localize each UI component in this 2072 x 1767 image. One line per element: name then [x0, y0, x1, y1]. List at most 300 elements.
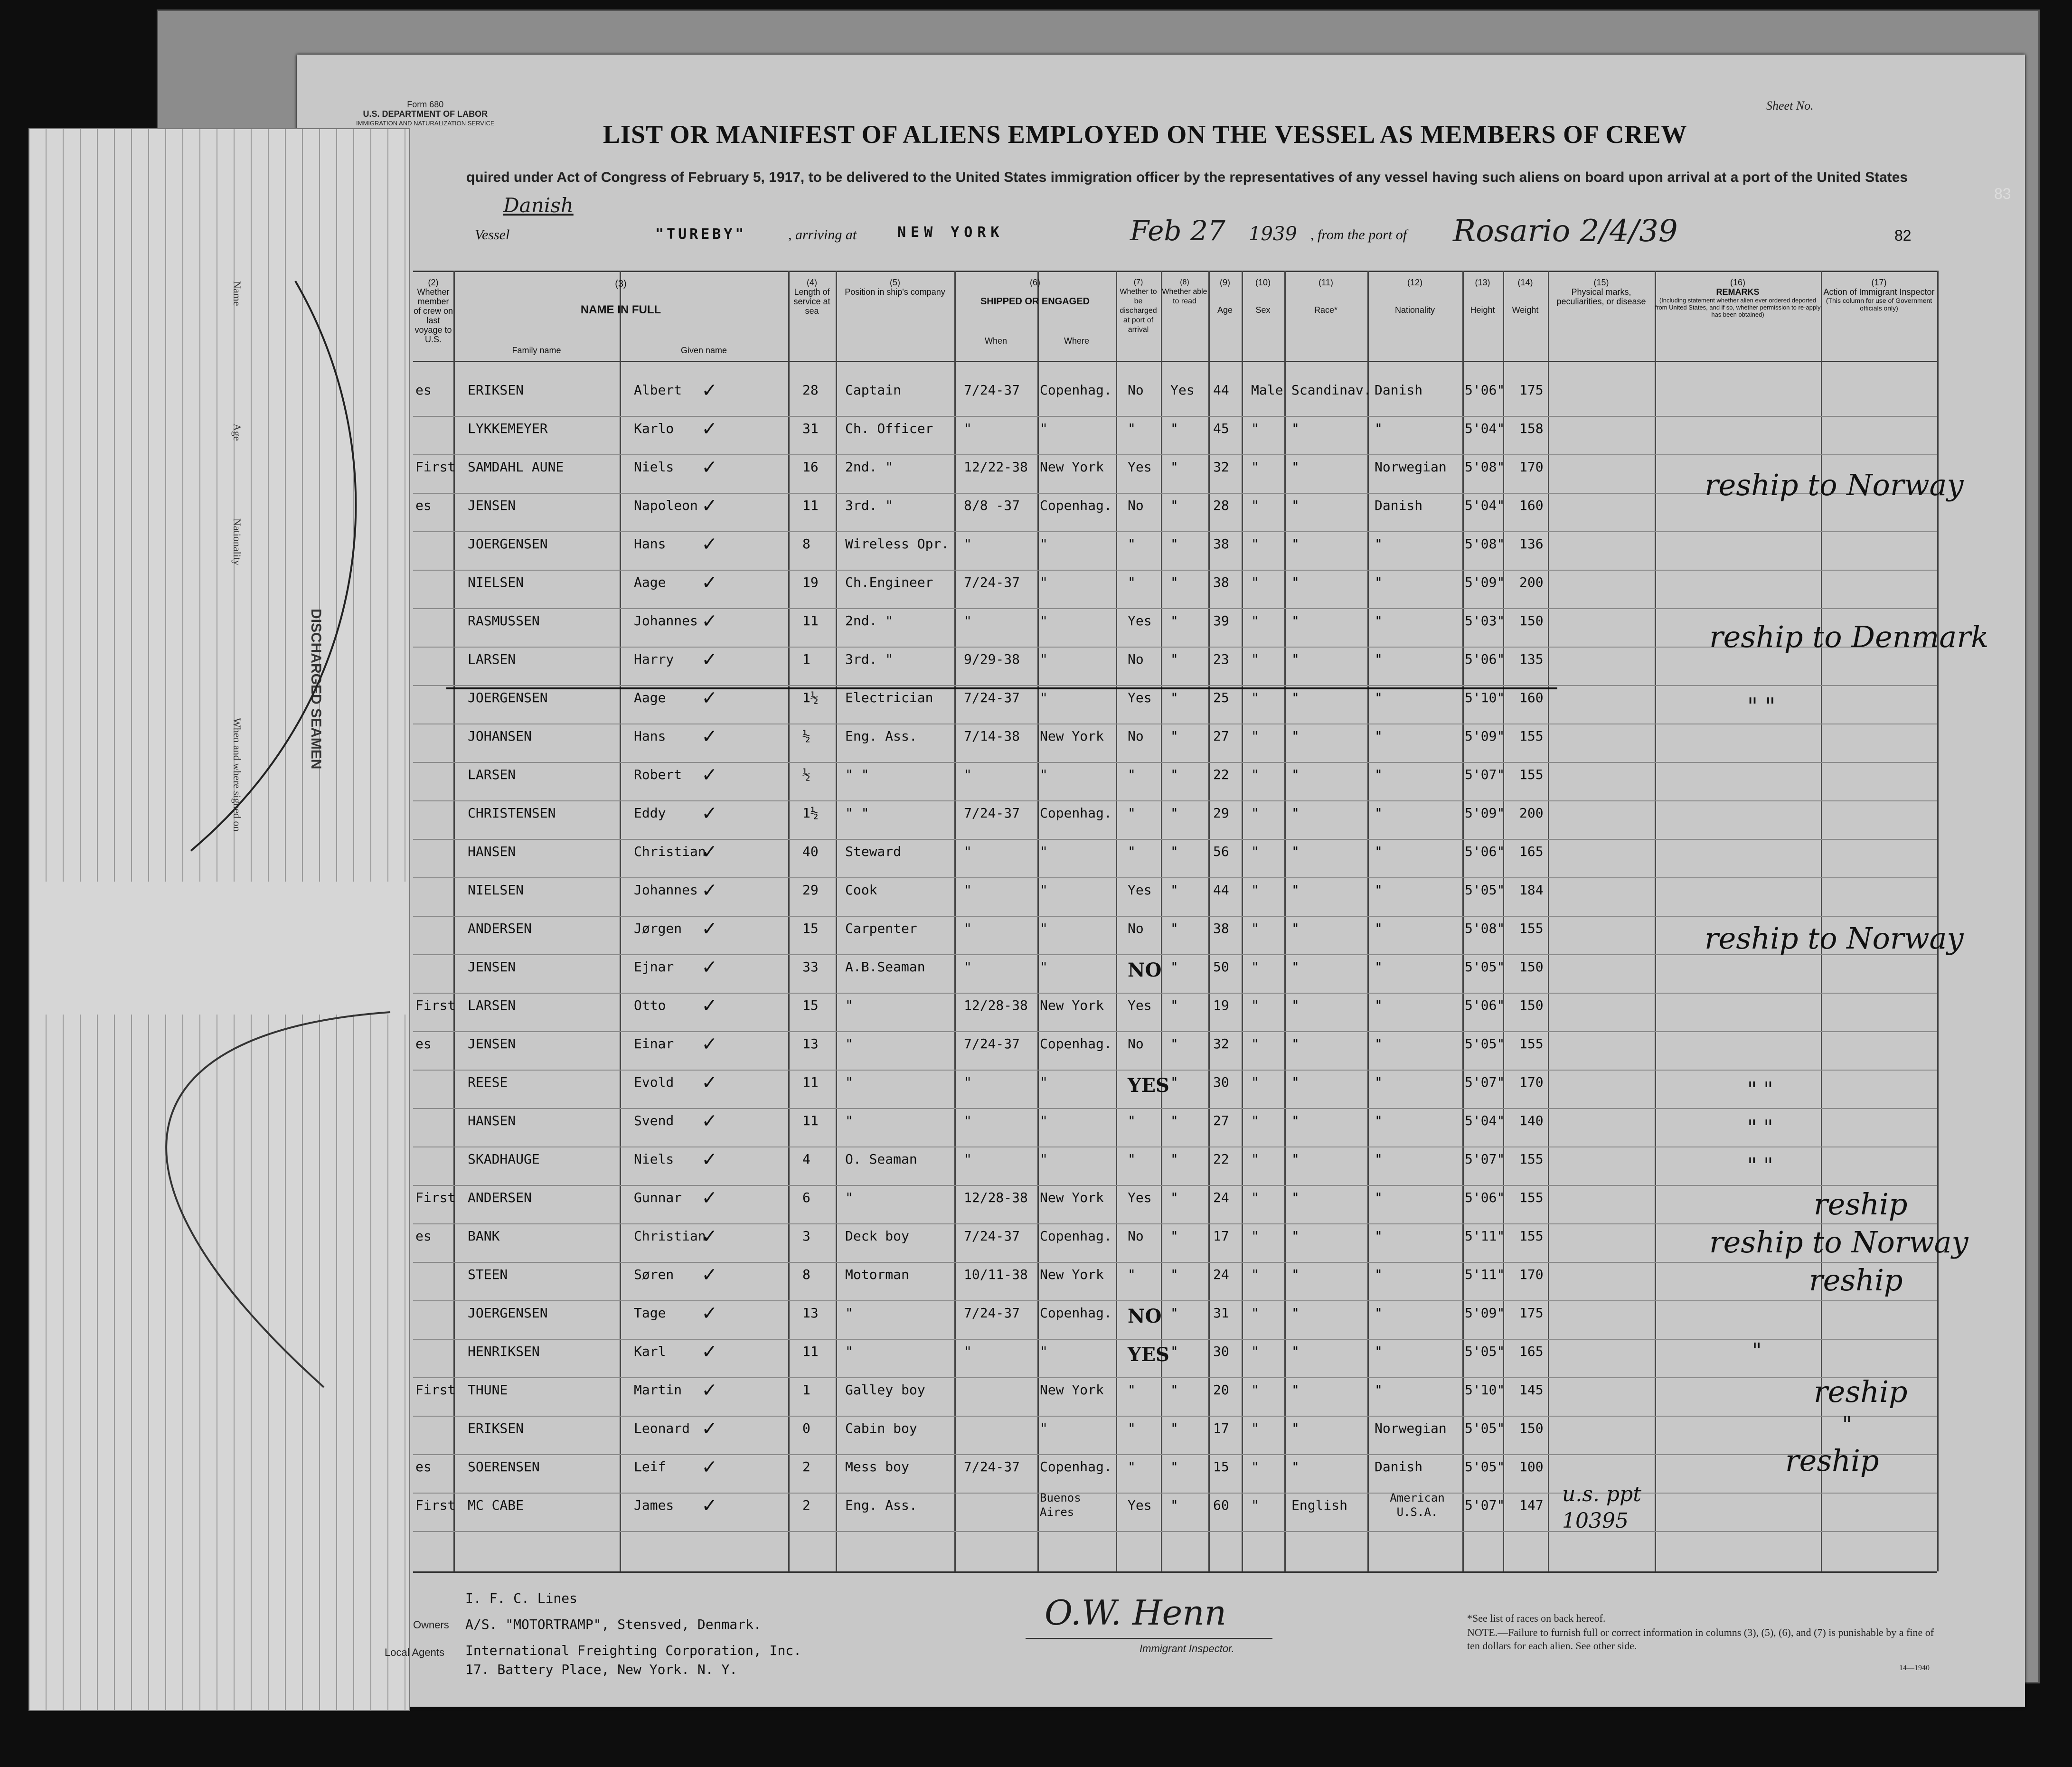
cell-race: " [1291, 997, 1300, 1013]
cell-race: " [1291, 421, 1300, 436]
cell-service: 2 [802, 1497, 810, 1513]
cell-nationality: " [1375, 536, 1383, 552]
cell-age: 44 [1213, 882, 1229, 898]
cell-weight: 155 [1519, 1151, 1544, 1167]
cell-given: Robert [634, 767, 682, 782]
cell-sex: " [1251, 1305, 1259, 1321]
cell-sex: " [1251, 1074, 1259, 1090]
cell-service: ½ [802, 767, 810, 782]
cell-service: 13 [802, 1305, 819, 1321]
row-rule [413, 570, 1937, 571]
cell-position: Cook [845, 882, 877, 898]
cell-where: New York [1040, 728, 1104, 744]
cell-height: 5'06" [1465, 1190, 1505, 1205]
row-rule [413, 916, 1937, 917]
margin-number-top: 83 [1994, 185, 2011, 202]
remark-row-20: " " [1747, 1116, 1773, 1140]
cell-where: Copenhag. [1040, 805, 1112, 821]
cell-weight: 150 [1519, 1420, 1544, 1436]
cell-age: 19 [1213, 997, 1229, 1013]
form-code: 14—1940 [1899, 1664, 1930, 1672]
cell-age: 31 [1213, 1305, 1229, 1321]
slip-header-name: Name [231, 281, 243, 306]
cell-position: Ch. Officer [845, 421, 933, 436]
cell-given: Tage [634, 1305, 666, 1321]
check-icon: ✓ [703, 1261, 716, 1287]
cell-where: " [1040, 536, 1048, 552]
check-icon: ✓ [703, 915, 716, 940]
cell-weight: 175 [1519, 382, 1544, 398]
line-name: I. F. C. Lines [465, 1590, 578, 1606]
cell-nationality: " [1375, 690, 1383, 705]
cell-nationality: " [1375, 1190, 1383, 1205]
cell-age: 38 [1213, 574, 1229, 590]
col3-family-header: Family name [512, 346, 561, 355]
cell-where: " [1040, 421, 1048, 436]
cell-family: HENRIKSEN [468, 1344, 540, 1359]
cell-race: " [1291, 1267, 1300, 1282]
cell-age: 22 [1213, 1151, 1229, 1167]
cell-race: " [1291, 844, 1300, 859]
cell-weight: 200 [1519, 805, 1544, 821]
cell-position: " " [845, 767, 869, 782]
col15-title: Physical marks, peculiarities, or disease [1556, 287, 1646, 306]
cell-family: LARSEN [468, 997, 516, 1013]
agents-address: 17. Battery Place, New York. N. Y. [465, 1662, 738, 1677]
cell-nationality: " [1375, 728, 1383, 744]
cell-given: Hans [634, 536, 666, 552]
cell-given: Eddy [634, 805, 666, 821]
cell-age: 24 [1213, 1267, 1229, 1282]
cell-race: " [1291, 651, 1300, 667]
check-icon: ✓ [703, 1107, 716, 1133]
cell-service: 19 [802, 574, 819, 590]
cell-position: 2nd. " [845, 613, 894, 629]
cell-disch: Yes [1128, 613, 1152, 629]
cell-where: Copenhag. [1040, 1305, 1112, 1321]
cell-nationality: " [1375, 882, 1383, 898]
passport-note: u.s. ppt 10395 [1562, 1482, 1641, 1533]
cell-read: " [1170, 1497, 1178, 1513]
check-icon: ✓ [703, 1415, 716, 1440]
cell-family: JENSEN [468, 959, 516, 975]
col11-title: Race* [1314, 305, 1338, 315]
cell-weight: 155 [1519, 1228, 1544, 1244]
row-rule [413, 1070, 1937, 1071]
cell-where: Copenhag. [1040, 498, 1112, 513]
penalty-note: NOTE.—Failure to furnish full or correct information in columns (3), (5), (6), and (7) is punishable by a fine of ten dollars for each alien. See other side. [1467, 1626, 1934, 1652]
row-rule [413, 647, 1937, 648]
cell-sex: " [1251, 651, 1259, 667]
row-rule [413, 1300, 1937, 1301]
cell-sex: " [1251, 498, 1259, 513]
cell-nationality: " [1375, 921, 1383, 936]
cell-family: HANSEN [468, 1113, 516, 1128]
cell-prev: es [415, 1036, 432, 1052]
remark-row-15: reship to Norway [1705, 921, 1964, 956]
cell-where: " [1040, 1113, 1048, 1128]
cell-disch: " [1128, 536, 1136, 552]
cell-sex: " [1251, 574, 1259, 590]
row-rule [413, 531, 1937, 532]
cell-height: 5'07" [1465, 1074, 1505, 1090]
check-icon: ✓ [703, 646, 716, 671]
cell-service: 4 [802, 1151, 810, 1167]
cell-age: 25 [1213, 690, 1229, 705]
cell-service: 0 [802, 1420, 810, 1436]
cell-disch: No [1128, 728, 1144, 744]
col8-header [1161, 278, 1208, 306]
cell-disch: " [1128, 844, 1136, 859]
col3-given-header: Given name [680, 346, 727, 355]
check-icon: ✓ [703, 761, 716, 787]
cell-read: " [1170, 728, 1178, 744]
cell-disch: YES [1128, 1074, 1169, 1097]
form-line-3: IMMIGRATION AND NATURALIZATION SERVICE [356, 120, 495, 127]
cell-age: 24 [1213, 1190, 1229, 1205]
cell-family: ANDERSEN [468, 1190, 532, 1205]
cell-when: " [964, 959, 972, 975]
cell-when: " [964, 1074, 972, 1090]
col4-number: (4) [807, 278, 817, 287]
cell-race: " [1291, 1190, 1300, 1205]
cell-height: 5'04" [1465, 421, 1505, 436]
col10-number: (10) [1255, 278, 1271, 287]
cell-where: " [1040, 574, 1048, 590]
cell-weight: 155 [1519, 767, 1544, 782]
cell-sex: " [1251, 1267, 1259, 1282]
check-icon: ✓ [703, 723, 716, 748]
col17-number: (17) [1871, 278, 1887, 287]
check-icon: ✓ [703, 799, 716, 825]
cell-family: SKADHAUGE [468, 1151, 540, 1167]
cell-prev: First [415, 1190, 456, 1205]
check-icon: ✓ [703, 1299, 716, 1325]
cell-sex: " [1251, 613, 1259, 629]
cell-disch: " [1128, 1420, 1136, 1436]
cell-prev: es [415, 1459, 432, 1475]
cell-given: Hans [634, 728, 666, 744]
cell-weight: 155 [1519, 1036, 1544, 1052]
cell-when: 7/24-37 [964, 805, 1020, 821]
cell-sex: " [1251, 1190, 1259, 1205]
cell-race: " [1291, 1228, 1300, 1244]
cell-disch: No [1128, 498, 1144, 513]
cell-height: 5'05" [1465, 1344, 1505, 1359]
cell-position: Steward [845, 844, 902, 859]
slip-header-age: Age [231, 423, 243, 441]
cell-position: " [845, 1113, 853, 1128]
check-icon: ✓ [703, 684, 716, 710]
cell-height: 5'07" [1465, 767, 1505, 782]
vessel-name: "TUREBY" [655, 226, 747, 243]
cell-sex: " [1251, 1382, 1259, 1398]
cell-read: " [1170, 1190, 1178, 1205]
cell-given: Johannes [634, 613, 698, 629]
cell-race: " [1291, 1305, 1300, 1321]
check-icon: ✓ [703, 569, 716, 594]
cell-weight: 160 [1519, 690, 1544, 705]
check-icon: ✓ [703, 876, 716, 902]
cell-disch: " [1128, 1459, 1136, 1475]
cell-where: " [1040, 959, 1048, 975]
cell-given: Napoleon [634, 498, 698, 513]
cell-position: 2nd. " [845, 459, 894, 475]
cell-read: " [1170, 690, 1178, 705]
cell-disch: NO [1128, 1305, 1162, 1327]
cell-age: 23 [1213, 651, 1229, 667]
cell-nationality: " [1375, 767, 1383, 782]
cell-age: 44 [1213, 382, 1229, 398]
slip-header-nationality: Nationality [231, 518, 243, 565]
cell-sex: " [1251, 959, 1259, 975]
remark-row-28: " [1842, 1412, 1852, 1437]
cell-race: " [1291, 1459, 1300, 1475]
cell-weight: 100 [1519, 1459, 1544, 1475]
cell-sex: " [1251, 997, 1259, 1013]
cell-race: " [1291, 921, 1300, 936]
col2-header [413, 278, 453, 344]
cell-age: 27 [1213, 728, 1229, 744]
remark-row-19: " " [1747, 1078, 1773, 1102]
check-icon: ✓ [703, 1492, 716, 1517]
cell-read: " [1170, 421, 1178, 436]
cell-age: 45 [1213, 421, 1229, 436]
cell-prev: First [415, 459, 456, 475]
cell-service: 8 [802, 536, 810, 552]
cell-height: 5'06" [1465, 651, 1505, 667]
cell-weight: 170 [1519, 1267, 1544, 1282]
cell-where: " [1040, 690, 1048, 705]
strikethrough-line [446, 687, 1557, 689]
cell-height: 5'06" [1465, 997, 1505, 1013]
cell-family: BANK [468, 1228, 500, 1244]
cell-when: 7/24-37 [964, 1459, 1020, 1475]
cell-race: " [1291, 1420, 1300, 1436]
cell-nationality: Danish [1375, 498, 1423, 513]
cell-given: Gunnar [634, 1190, 682, 1205]
cell-weight: 155 [1519, 728, 1544, 744]
cell-when: 7/24-37 [964, 690, 1020, 705]
row-rule [413, 762, 1937, 763]
arrival-port: NEW YORK [897, 224, 1004, 241]
row-rule [413, 1031, 1937, 1032]
cell-family: HANSEN [468, 844, 516, 859]
cell-weight: 150 [1519, 997, 1544, 1013]
cell-where: " [1040, 882, 1048, 898]
row-rule [413, 839, 1937, 840]
cell-age: 17 [1213, 1420, 1229, 1436]
col16-subtitle: (Including statement whether alien ever ordered deported from United States, and if so, whether permission to re-apply has been obtained) [1655, 297, 1821, 318]
cell-position: Motorman [845, 1267, 909, 1282]
margin-number-right: 82 [1894, 227, 1912, 244]
cell-given: Aage [634, 690, 666, 705]
cell-read: " [1170, 651, 1178, 667]
col14-header [1503, 278, 1548, 315]
cell-position: Galley boy [845, 1382, 925, 1398]
cell-height: 5'09" [1465, 574, 1505, 590]
cell-read: " [1170, 959, 1178, 975]
cell-weight: 200 [1519, 574, 1544, 590]
slip-header-signed-on: When and where signed on [231, 718, 243, 832]
col12-header [1367, 278, 1462, 315]
cell-nationality: " [1375, 651, 1383, 667]
row-rule [413, 454, 1937, 455]
col12-title: Nationality [1394, 305, 1435, 315]
cell-race: " [1291, 1113, 1300, 1128]
cell-age: 15 [1213, 1459, 1229, 1475]
cell-service: 1½ [802, 690, 819, 705]
cell-when: 7/24-37 [964, 382, 1020, 398]
cell-service: 11 [802, 1344, 819, 1359]
cell-sex: " [1251, 1420, 1259, 1436]
row-rule [413, 1339, 1937, 1340]
col6-when-header: When [984, 336, 1008, 346]
cell-weight: 135 [1519, 651, 1544, 667]
vessel-flag: Danish [503, 194, 574, 217]
cell-service: 28 [802, 382, 819, 398]
cell-disch: Yes [1128, 1497, 1152, 1513]
cell-height: 5'08" [1465, 921, 1505, 936]
check-icon: ✓ [703, 1222, 716, 1248]
cell-service: 11 [802, 1074, 819, 1090]
cell-prev: First [415, 997, 456, 1013]
col6-number: (6) [1030, 278, 1040, 287]
cell-family: JOERGENSEN [468, 1305, 548, 1321]
cell-age: 17 [1213, 1228, 1229, 1244]
cell-sex: " [1251, 459, 1259, 475]
cell-position: " [845, 1190, 853, 1205]
col8-title: Whether able to read [1162, 288, 1207, 305]
cell-height: 5'05" [1465, 959, 1505, 975]
col8-number: (8) [1180, 278, 1189, 286]
cell-race: " [1291, 767, 1300, 782]
cell-position: " [845, 1036, 853, 1052]
col2-number: (2) [428, 278, 439, 287]
remark-row-7: reship to Denmark [1709, 620, 1989, 654]
check-icon: ✓ [703, 376, 716, 402]
cell-race: " [1291, 613, 1300, 629]
cell-prev: First [415, 1382, 456, 1398]
cell-position: Electrician [845, 690, 933, 705]
cell-race: " [1291, 805, 1300, 821]
cell-prev: es [415, 498, 432, 513]
cell-given: Søren [634, 1267, 674, 1282]
cell-service: 13 [802, 1036, 819, 1052]
remark-row-29: reship [1785, 1443, 1879, 1478]
cell-disch: No [1128, 1036, 1144, 1052]
cell-height: 5'05" [1465, 1420, 1505, 1436]
cell-sex: " [1251, 1036, 1259, 1052]
cell-race: " [1291, 882, 1300, 898]
col6-header: SHIPPED OR ENGAGED [980, 296, 1090, 307]
cell-when: 8/8 -37 [964, 498, 1020, 513]
cell-nationality: " [1375, 1113, 1383, 1128]
cell-read: " [1170, 997, 1178, 1013]
slip-title: DISCHARGED SEAMEN [308, 609, 324, 770]
cell-read: " [1170, 1420, 1178, 1436]
remark-row-27: reship [1814, 1374, 1908, 1409]
cell-given: Evold [634, 1074, 674, 1090]
cell-height: 5'05" [1465, 882, 1505, 898]
cell-race: " [1291, 574, 1300, 590]
col5-number: (5) [890, 278, 900, 287]
cell-sex: " [1251, 767, 1259, 782]
cell-age: 22 [1213, 767, 1229, 782]
col3-number: (3) [615, 279, 627, 289]
check-icon: ✓ [703, 607, 716, 633]
cell-sex: " [1251, 844, 1259, 859]
cell-service: 33 [802, 959, 819, 975]
cell-weight: 136 [1519, 536, 1544, 552]
cell-disch: " [1128, 1151, 1136, 1167]
cell-family: STEEN [468, 1267, 508, 1282]
remark-row-23: reship to Norway [1709, 1225, 1968, 1259]
col14-number: (14) [1517, 278, 1533, 287]
row-rule [413, 1454, 1937, 1455]
col10-header [1242, 278, 1284, 315]
cell-nationality: Norwegian [1375, 459, 1447, 475]
cell-where: Copenhag. [1040, 1036, 1112, 1052]
cell-age: 39 [1213, 613, 1229, 629]
cell-weight: 155 [1519, 1190, 1544, 1205]
cell-weight: 150 [1519, 613, 1544, 629]
cell-service: 8 [802, 1267, 810, 1282]
cell-read: " [1170, 1459, 1178, 1475]
cell-prev: es [415, 1228, 432, 1244]
cell-race: " [1291, 459, 1300, 475]
cell-service: 16 [802, 459, 819, 475]
cell-read: " [1170, 1344, 1178, 1359]
cell-where: " [1040, 651, 1048, 667]
cell-sex: " [1251, 421, 1259, 436]
cell-position: 3rd. " [845, 498, 894, 513]
cell-height: 5'07" [1465, 1151, 1505, 1167]
cell-read: " [1170, 882, 1178, 898]
cell-height: 5'09" [1465, 728, 1505, 744]
cell-given: James [634, 1497, 674, 1513]
cell-height: 5'04" [1465, 1113, 1505, 1128]
col7-title: Whether to be discharged at port of arrival [1120, 288, 1157, 334]
row-rule [413, 416, 1937, 417]
cell-when: 12/22-38 [964, 459, 1028, 475]
cell-where: " [1040, 1420, 1048, 1436]
cell-position: O. Seaman [845, 1151, 917, 1167]
cell-read: " [1170, 1228, 1178, 1244]
cell-read: " [1170, 1113, 1178, 1128]
cell-age: 38 [1213, 536, 1229, 552]
col16-header [1655, 278, 1821, 318]
row-rule [413, 1185, 1937, 1186]
cell-nationality: " [1375, 844, 1383, 859]
row-rule [413, 1262, 1937, 1263]
cell-sex: Male [1251, 382, 1283, 398]
cell-race: " [1291, 1344, 1300, 1359]
cell-read: " [1170, 1036, 1178, 1052]
arrival-year: 1939 [1249, 223, 1297, 245]
cell-family: NIELSEN [468, 574, 524, 590]
cell-given: Niels [634, 459, 674, 475]
cell-family: SOERENSEN [468, 1459, 540, 1475]
cell-sex: " [1251, 921, 1259, 936]
cell-family: THUNE [468, 1382, 508, 1398]
cell-age: 30 [1213, 1074, 1229, 1090]
cell-read: " [1170, 613, 1178, 629]
cell-given: Jørgen [634, 921, 682, 936]
discharged-seamen-slip [28, 128, 410, 1711]
cell-service: 1 [802, 1382, 810, 1398]
cell-family: MC CABE [468, 1497, 524, 1513]
